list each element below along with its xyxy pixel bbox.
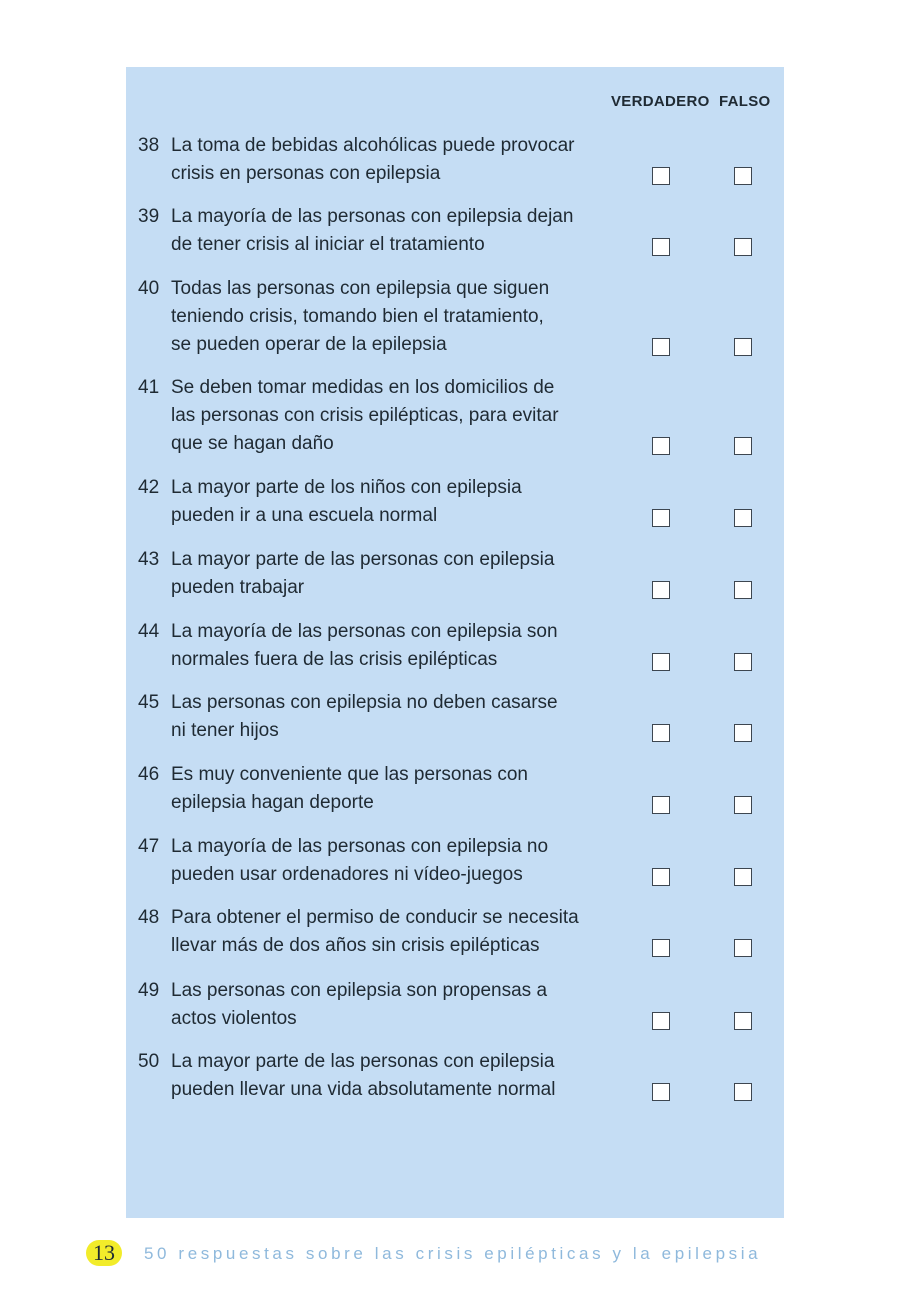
question-text: La mayoría de las personas con epilepsia son normales fuera de las crisis epilépticas <box>171 621 558 670</box>
question-number: 39 <box>138 206 160 227</box>
true-checkbox[interactable] <box>652 868 670 886</box>
question-number: 46 <box>138 764 160 785</box>
question-text: La mayoría de las personas con epilepsia dejan de tener crisis al iniciar el tratamiento <box>171 206 574 255</box>
false-checkbox[interactable] <box>734 581 752 599</box>
column-header-false: FALSO <box>719 93 771 110</box>
question-text: La mayor parte de las personas con epilepsia pueden trabajar <box>171 549 555 598</box>
question-number: 38 <box>138 135 160 156</box>
true-checkbox[interactable] <box>652 167 670 185</box>
false-checkbox[interactable] <box>734 437 752 455</box>
true-checkbox[interactable] <box>652 1083 670 1101</box>
question-text: Es muy conveniente que las personas con epilepsia hagan deporte <box>171 764 528 813</box>
question-text: Las personas con epilepsia son propensas a actos violentos <box>171 980 548 1029</box>
question-number: 49 <box>138 980 160 1001</box>
footer-title: 50 respuestas sobre las crisis epilépticas y la epilepsia <box>144 1244 762 1263</box>
question-number: 43 <box>138 549 160 570</box>
true-checkbox[interactable] <box>652 724 670 742</box>
false-checkbox[interactable] <box>734 1083 752 1101</box>
question-number: 44 <box>138 621 160 642</box>
question-number: 40 <box>138 278 160 299</box>
true-checkbox[interactable] <box>652 437 670 455</box>
column-header-true: VERDADERO <box>611 93 710 110</box>
question-number: 50 <box>138 1051 160 1072</box>
question-text: Se deben tomar medidas en los domicilios de las personas con crisis epilépticas, para evitar que se hagan daño <box>171 377 559 454</box>
question-text: La mayoría de las personas con epilepsia no pueden usar ordenadores ni vídeo-juegos <box>171 836 549 885</box>
question-number: 48 <box>138 907 160 928</box>
question-text: Las personas con epilepsia no deben casarse ni tener hijos <box>171 692 558 741</box>
true-checkbox[interactable] <box>652 338 670 356</box>
question-text: Para obtener el permiso de conducir se necesita llevar más de dos años sin crisis epilépticas <box>171 907 579 956</box>
question-number: 47 <box>138 836 160 857</box>
false-checkbox[interactable] <box>734 338 752 356</box>
question-number: 45 <box>138 692 160 713</box>
page-footer <box>86 1240 786 1270</box>
false-checkbox[interactable] <box>734 509 752 527</box>
question-number: 42 <box>138 477 160 498</box>
true-checkbox[interactable] <box>652 653 670 671</box>
false-checkbox[interactable] <box>734 939 752 957</box>
false-checkbox[interactable] <box>734 1012 752 1030</box>
false-checkbox[interactable] <box>734 724 752 742</box>
true-checkbox[interactable] <box>652 939 670 957</box>
true-checkbox[interactable] <box>652 796 670 814</box>
true-checkbox[interactable] <box>652 581 670 599</box>
false-checkbox[interactable] <box>734 238 752 256</box>
true-checkbox[interactable] <box>652 1012 670 1030</box>
question-number: 41 <box>138 377 160 398</box>
false-checkbox[interactable] <box>734 167 752 185</box>
question-text: Todas las personas con epilepsia que siguen teniendo crisis, tomando bien el tratamiento, se pueden operar de la epilepsia <box>171 278 550 355</box>
true-checkbox[interactable] <box>652 509 670 527</box>
false-checkbox[interactable] <box>734 653 752 671</box>
false-checkbox[interactable] <box>734 796 752 814</box>
false-checkbox[interactable] <box>734 868 752 886</box>
question-text: La mayor parte de los niños con epilepsia pueden ir a una escuela normal <box>171 477 522 526</box>
question-text: La mayor parte de las personas con epilepsia pueden llevar una vida absolutamente normal <box>171 1051 556 1100</box>
question-text: La toma de bebidas alcohólicas puede provocar crisis en personas con epilepsia <box>171 135 575 184</box>
true-checkbox[interactable] <box>652 238 670 256</box>
page-number-badge: 13 <box>86 1240 122 1266</box>
